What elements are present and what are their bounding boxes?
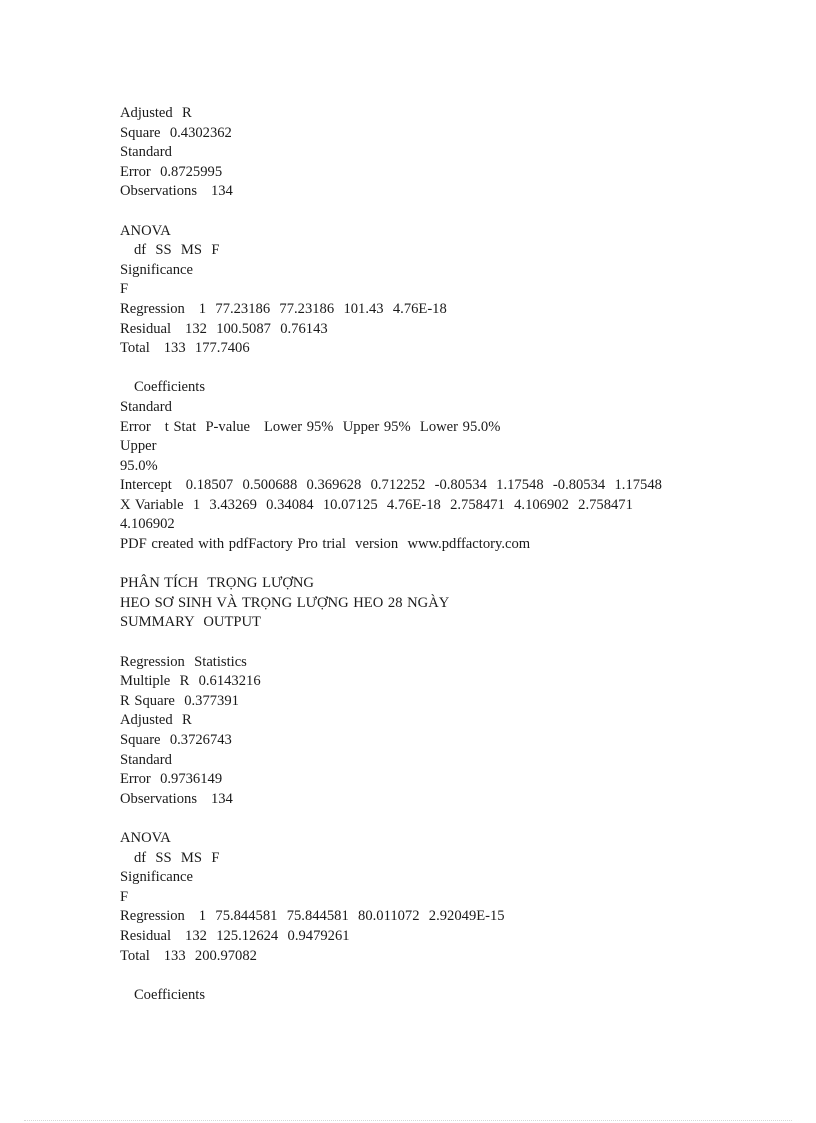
blank-line [120, 555, 760, 575]
text-line: Significance [120, 261, 193, 278]
text-line: Significance [120, 869, 193, 886]
text-line: Coefficients [120, 379, 206, 396]
text-line: df SS MS F [120, 849, 220, 866]
regression-output-text [120, 104, 760, 1005]
text-line: SUMMARY OUTPUT [120, 614, 261, 631]
text-line: ANOVA [120, 829, 171, 846]
blank-line [120, 966, 760, 986]
text-line: Regression 1 75.844581 75.844581 80.011072 2.92049E-15 [120, 908, 505, 925]
text-line: Error 0.8725995 [120, 163, 223, 180]
blank-line [120, 809, 760, 829]
text-line: Standard [120, 144, 172, 161]
text-line: Regression Statistics [120, 653, 247, 670]
text-line: 4.106902 [120, 516, 175, 533]
text-line: Residual 132 100.5087 0.76143 [120, 320, 328, 337]
text-line: Standard [120, 398, 172, 415]
text-line: X Variable 1 3.43269 0.34084 10.07125 4.76E-18 2.758471 4.106902 2.758471 [120, 496, 633, 513]
page-bottom-divider [24, 1120, 792, 1121]
text-line: Multiple R 0.6143216 [120, 673, 261, 690]
blank-line [120, 202, 760, 222]
text-line: Square 0.4302362 [120, 124, 232, 141]
blank-line [120, 359, 760, 379]
text-line: Coefficients [120, 986, 206, 1003]
text-line: ANOVA [120, 222, 171, 239]
text-line: PHÂN TÍCH TRỌNG LƯỢNG [120, 575, 314, 592]
text-line: Regression 1 77.23186 77.23186 101.43 4.76E-18 [120, 300, 447, 317]
text-line: Total 133 177.7406 [120, 340, 250, 357]
text-line: Observations 134 [120, 183, 233, 200]
text-line: Error t Stat P-value Lower 95% Upper 95% Lower 95.0% [120, 418, 501, 435]
text-line: Total 133 200.97082 [120, 947, 257, 964]
text-line: F [120, 281, 129, 298]
text-line: HEO SƠ SINH VÀ TRỌNG LƯỢNG HEO 28 NGÀY [120, 594, 450, 611]
text-line: Adjusted R [120, 105, 192, 121]
blank-line [120, 633, 760, 653]
text-line: Standard [120, 751, 172, 768]
text-line: F [120, 888, 129, 905]
text-line: R Square 0.377391 [120, 692, 239, 709]
text-line: 95.0% [120, 457, 158, 474]
text-line: Intercept 0.18507 0.500688 0.369628 0.712252 -0.80534 1.17548 -0.80534 1.17548 [120, 477, 662, 494]
text-line: PDF created with pdfFactory Pro trial version www.pdffactory.com [120, 536, 531, 553]
text-line: Observations 134 [120, 790, 233, 807]
text-line: Adjusted R [120, 712, 192, 729]
text-line: Residual 132 125.12624 0.9479261 [120, 927, 350, 944]
text-line: Upper [120, 438, 157, 455]
text-line: df SS MS F [120, 242, 220, 259]
text-line: Error 0.9736149 [120, 771, 223, 788]
text-line: Square 0.3726743 [120, 732, 232, 748]
